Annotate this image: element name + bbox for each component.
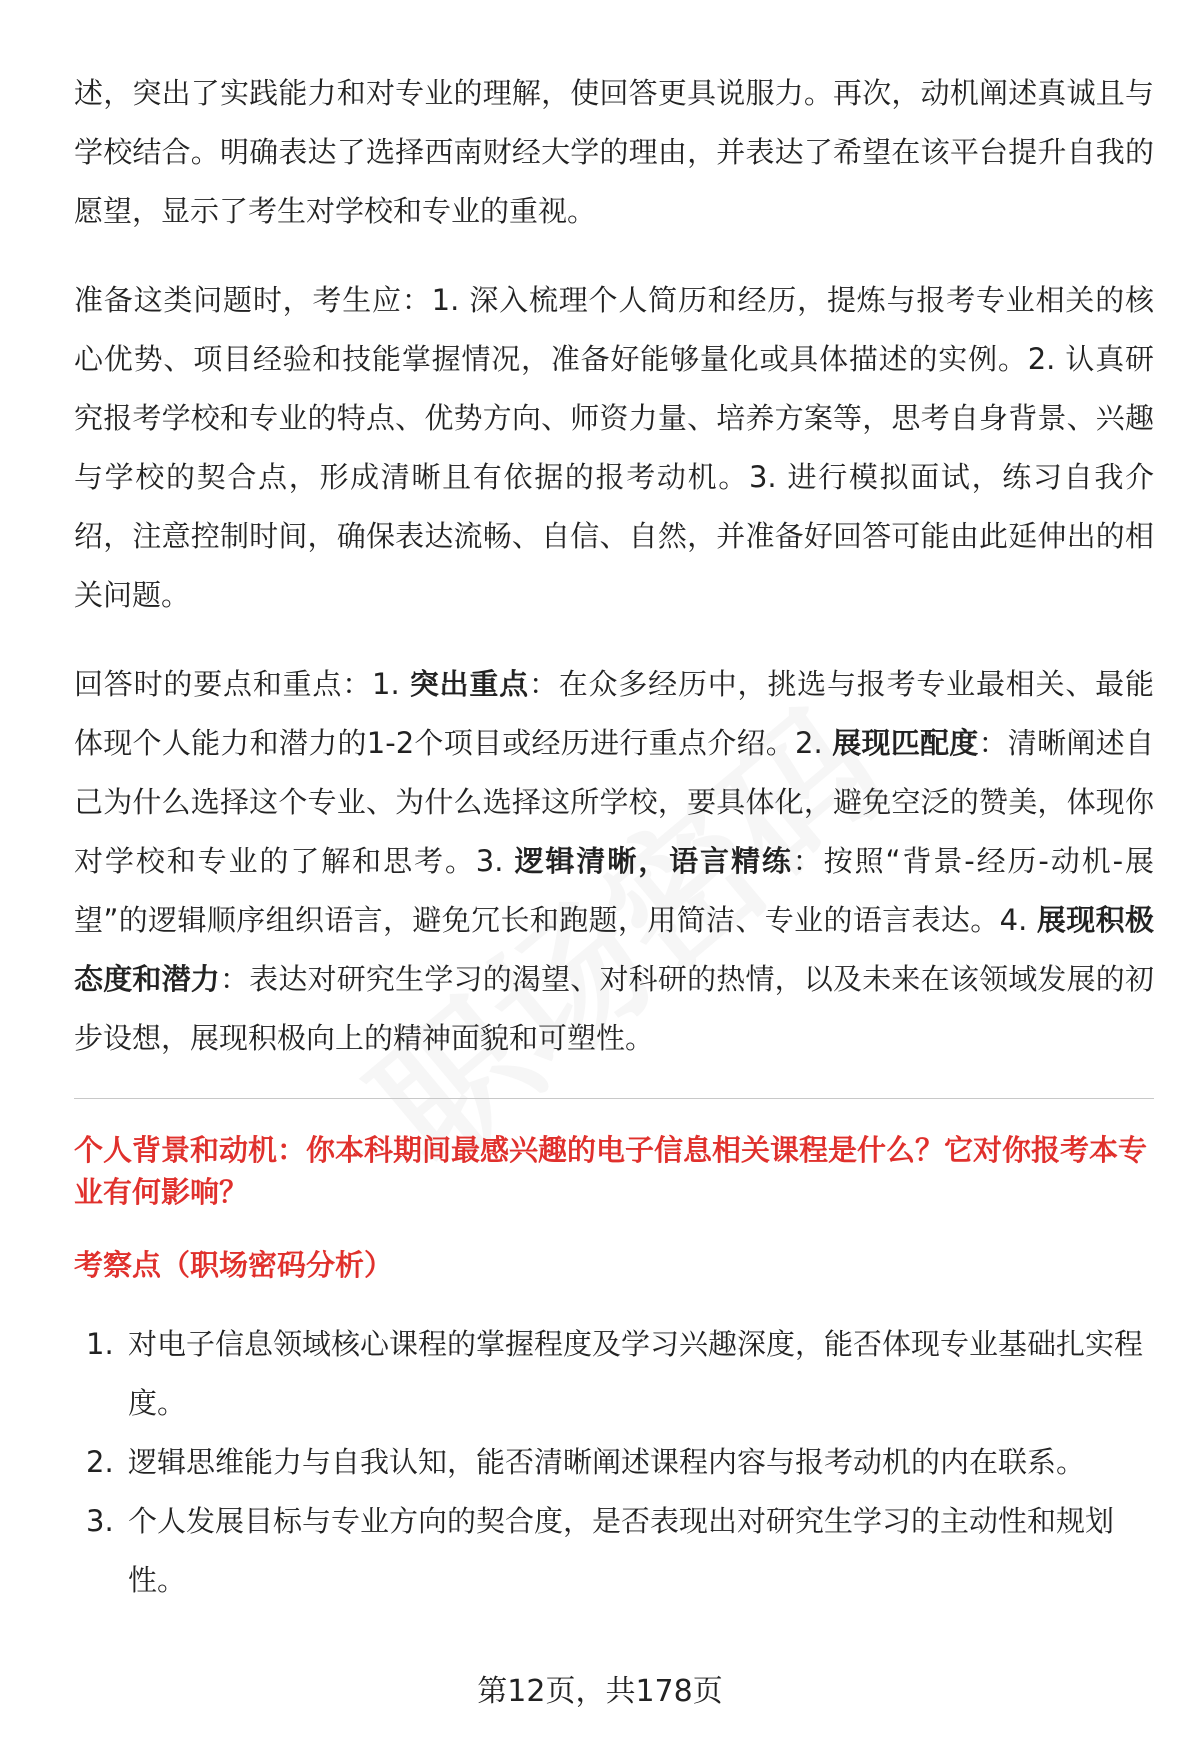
paragraph-text: ：在众多经历中，挑选与报考专业最相关、最能体现个人能力和潜力的1-2个项目或经历进行重点介绍。2. xyxy=(74,667,1154,760)
list-item-number: 1. xyxy=(86,1327,114,1361)
assessment-points-list xyxy=(74,1315,1154,1610)
paragraph-text: ：按照“背景-经历-动机-展望”的逻辑顺序组织语言，避免冗长和跑题，用简洁、专业的语言表达。4. xyxy=(74,844,1154,937)
paragraph-answer-key-points xyxy=(74,655,1154,1068)
question-heading: 个人背景和动机：你本科期间最感兴趣的电子信息相关课程是什么？它对你报考本专业有何影响？ xyxy=(74,1133,1148,1209)
paragraph-text: 准备这类问题时，考生应：1. 深入梳理个人简历和经历，提炼与报考专业相关的核心优势、项目经验和技能掌握情况，准备好能够量化或具体描述的实例。2. 认真研究报考学校和专业的特点、优势方向、师资力量、培养方案等，思考自身背景、兴趣与学校的契合点，形成清晰且有依据的报考动机。3. 进行模拟面试，练习自我介绍，注意控制时间，确保表达流畅、自信、自然，并准备好回答可能由此延伸出的相关问题。 xyxy=(74,283,1154,612)
list-item-text: 个人发展目标与专业方向的契合度，是否表现出对研究生学习的主动性和规划性。 xyxy=(128,1504,1115,1597)
list-item xyxy=(74,1433,1154,1492)
emphasis-text: 展现积极态度和潜力 xyxy=(74,903,1154,996)
list-item-number: 2. xyxy=(86,1445,114,1479)
paragraph-text: 回答时的要点和重点：1. xyxy=(74,667,410,701)
paragraph-text: 述，突出了实践能力和对专业的理解，使回答更具说服力。再次，动机阐述真诚且与学校结合。明确表达了选择西南财经大学的理由，并表达了希望在该平台提升自我的愿望，显示了考生对学校和专业的重视。 xyxy=(74,76,1154,228)
list-item-number: 3. xyxy=(86,1504,114,1538)
emphasis-text: 展现匹配度 xyxy=(832,726,979,760)
list-item-text: 逻辑思维能力与自我认知，能否清晰阐述课程内容与报考动机的内在联系。 xyxy=(128,1445,1086,1479)
paragraph-continued-analysis xyxy=(74,64,1154,241)
emphasis-text: 逻辑清晰，语言精练 xyxy=(514,844,793,878)
list-item-text: 对电子信息领域核心课程的掌握程度及学习兴趣深度，能否体现专业基础扎实程度。 xyxy=(128,1327,1144,1420)
list-item xyxy=(74,1315,1154,1433)
section-divider xyxy=(74,1098,1154,1099)
page-content xyxy=(74,64,1154,1610)
page-number-footer: 第12页，共178页 xyxy=(477,1674,723,1709)
section-heading: 考察点（职场密码分析） xyxy=(74,1248,394,1282)
list-item xyxy=(74,1492,1154,1610)
paragraph-text: ：表达对研究生学习的渴望、对科研的热情，以及未来在该领域发展的初步设想，展现积极向上的精神面貌和可塑性。 xyxy=(74,962,1154,1055)
emphasis-text: 突出重点 xyxy=(409,667,529,701)
paragraph-text: ：清晰阐述自己为什么选择这个专业、为什么选择这所学校，要具体化，避免空泛的赞美，体现你对学校和专业的了解和思考。3. xyxy=(74,726,1154,878)
paragraph-preparation-advice xyxy=(74,271,1154,625)
